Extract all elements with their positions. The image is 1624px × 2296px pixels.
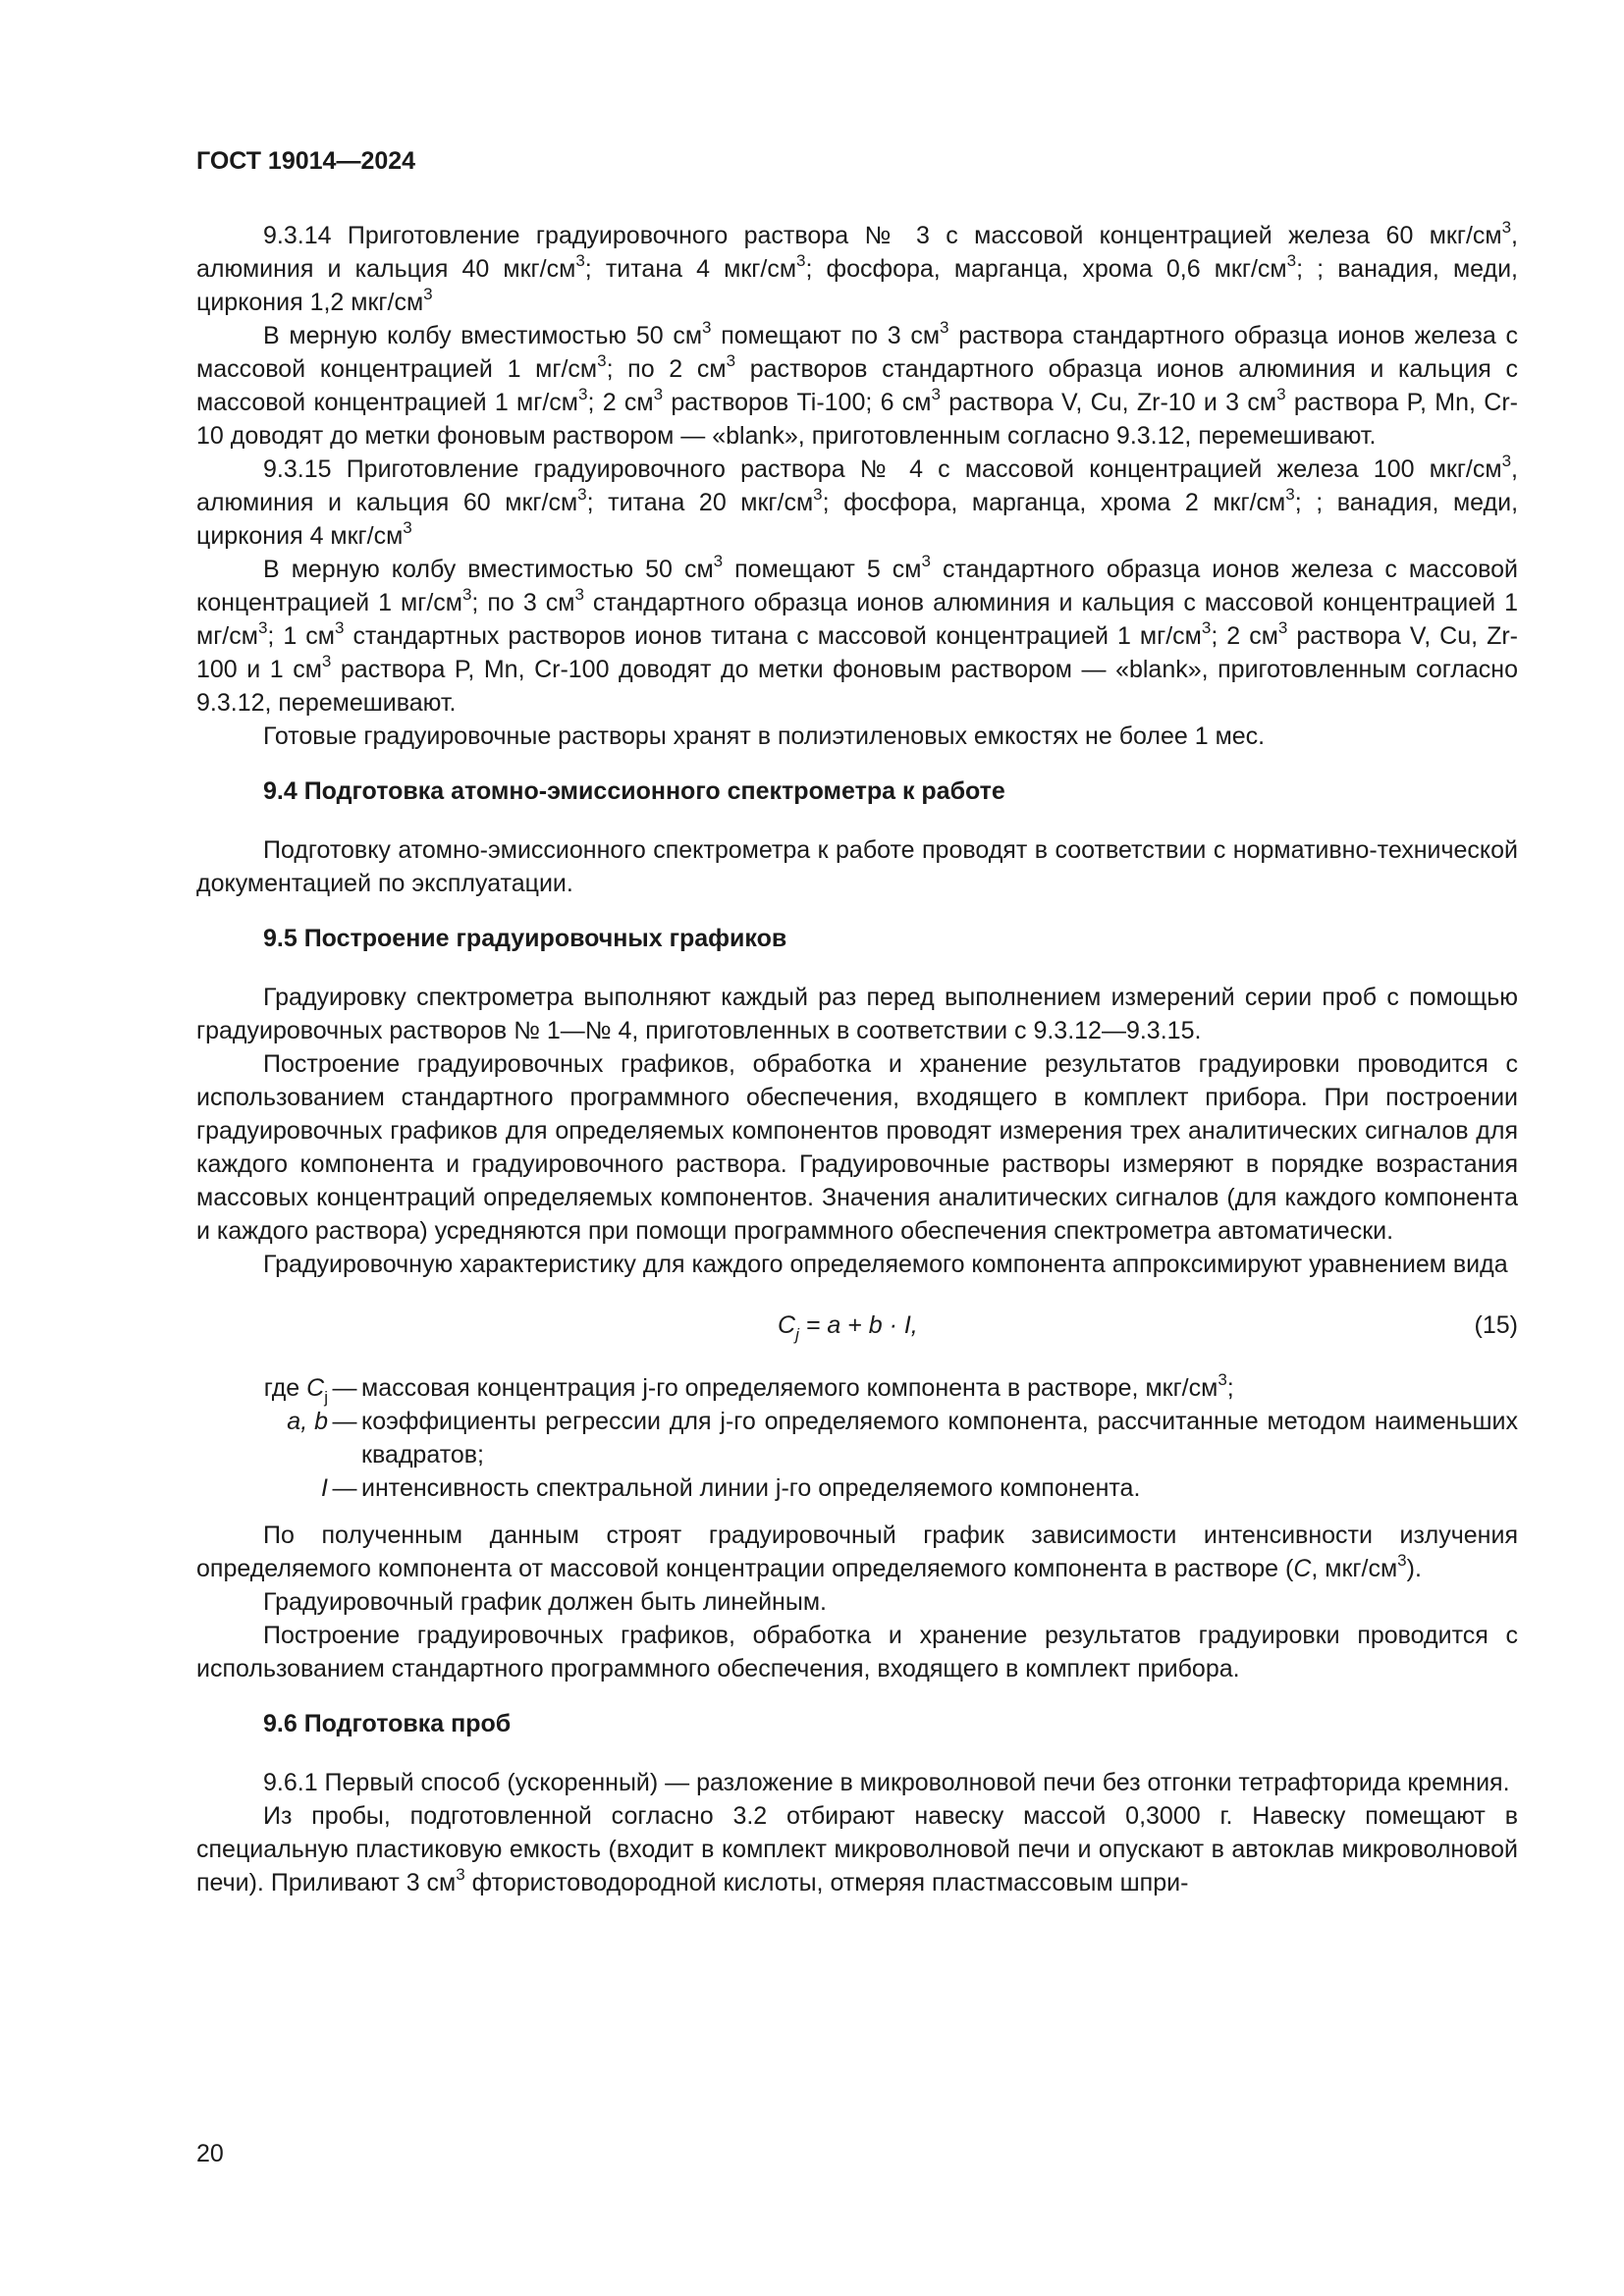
paragraph-sample-weighing: Из пробы, подготовленной согласно 3.2 отбирают навеску массой 0,3000 г. Навеску помещают в специальную пластиковую емкость (входит в комплект микроволновой печи и опускают в автоклав микроволновой печи). Приливают 3 $см^3$ фтористоводородной кислоты, отмеряя пластмассовым шпри- (196, 1802, 1518, 1896)
paragraph-approximation: Градуировочную характеристику для каждого определяемого компонента аппроксимируют уравнением вида (263, 1251, 1508, 1278)
paragraph-spectrometer-prep: Подготовку атомно-эмиссионного спектрометра к работе проводят в соответствии с нормативно-технической документацией по эксплуатации. (196, 836, 1518, 897)
paragraph-software: Построение градуировочных графиков, обработка и хранение результатов градуировки проводится с использованием стандартного программного обеспечения, входящего в комплект прибора. (196, 1622, 1518, 1682)
section-heading-9-4: 9.4 Подготовка атомно-эмиссионного спектрометра к работе (263, 777, 1005, 805)
paragraph-storage: Готовые градуировочные растворы хранят в полиэтиленовых емкостях не более 1 мес. (263, 722, 1266, 750)
paragraph-graph-build: По полученным данным строят градуировочный график зависимости интенсивности излучения определяемого компонента от массовой концентрации определяемого компонента в растворе (C, мкг/$см^3$). (196, 1522, 1518, 1582)
paragraph-9-3-14: 9.3.14 Приготовление градуировочного раствора № 3 с массовой концентрацией железа 60 мкг/$см^3$, алюминия и кальция 40 мкг/$см^3$; титана 4 мкг/$см^3$; фосфора, марганца, хрома 0,6 мкг/$см^3$; ; ванадия, меди, циркония 1,2 мкг/$см^3$ (196, 218, 1518, 316)
formula-15 (196, 1308, 1518, 1342)
legend-row-i: I — интенсивность спектральной линии j-го определяемого компонента. (321, 1474, 1141, 1502)
paragraph-solution-4-prep: В мерную колбу вместимостью 50 $см^3$ помещают 5 $см^3$ стандартного образца ионов железа с массовой концентрацией 1 $мг/см^3$; по 3 $см^3$ стандартного образца ионов алюминия и кальция с массовой концентрацией 1 $мг/см^3$; 1 $см^3$ стандартных растворов ионов титана с массовой концентрацией 1 $мг/см^3$; 2 $см^3$ раствора V, Cu, Zr-100 и 1 $см^3$ раствора P, Mn, Cr-100 доводят до метки фоновым раствором — «blank», приготовленным согласно 9.3.12, перемешивают. (196, 552, 1519, 717)
page-number: 20 (196, 2140, 224, 2167)
document-title: ГОСТ 19014—2024 (196, 147, 416, 175)
paragraph-9-6-1: 9.6.1 Первый способ (ускоренный) — разложение в микроволновой печи без отгонки тетрафторида кремния. (263, 1769, 1510, 1796)
paragraph-linear: Градуировочный график должен быть линейным. (263, 1588, 827, 1616)
legend-row-ab: a, b — коэффициенты регрессии для j-го определяемого компонента, рассчитанные методом наименьших квадратов; (287, 1408, 1518, 1468)
paragraph-calibration-process: Построение градуировочных графиков, обработка и хранение результатов градуировки проводится с использованием стандартного программного обеспечения, входящего в комплект прибора. При построении градуировочных графиков для определяемых компонентов проводят измерения трех аналитических сигналов для каждого компонента и градуировочного раствора. Градуировочные растворы измеряют в порядке возрастания массовых концентраций определяемых компонентов. Значения аналитических сигналов (для каждого компонента и каждого раствора) усредняются при помощи программного обеспечения спектрометра автоматически. (196, 1050, 1518, 1245)
formula-number: (15) (1474, 1311, 1518, 1339)
legend-row-cj: где $C_j$ — массовая концентрация j-го определяемого компонента в растворе, мкг/$см^3$; (263, 1370, 1234, 1407)
paragraph-9-3-15: 9.3.15 Приготовление градуировочного раствора № 4 с массовой концентрацией железа 100 мкг/$см^3$, алюминия и кальция 60 мкг/$см^3$; титана 20 мкг/$см^3$; фосфора, марганца, хрома 2 мкг/$см^3$; ; ванадия, меди, циркония 4 мкг/$см^3$ (196, 452, 1519, 550)
formula-legend (196, 1371, 1518, 1505)
section-heading-9-6: 9.6 Подготовка проб (263, 1710, 512, 1737)
formula-expression: $C_j = a + b \cdot I$, (778, 1311, 918, 1344)
section-heading-9-5: 9.5 Построение градуировочных графиков (263, 925, 787, 952)
paragraph-calibration-intro: Градуировку спектрометра выполняют каждый раз перед выполнением измерений серии проб с помощью градуировочных растворов № 1—№ 4, приготовленных в соответствии с 9.3.12—9.3.15. (196, 984, 1518, 1044)
paragraph-solution-3-prep: В мерную колбу вместимостью 50 $см^3$ помещают по 3 $см^3$ раствора стандартного образца ионов железа с массовой концентрацией 1 $мг/см^3$; по 2 $см^3$ растворов стандартного образца ионов алюминия и кальция с массовой концентрацией 1 $мг/см^3$; 2 $см^3$ растворов Ti-100; 6 $см^3$ раствора V, Cu, Zr-10 и 3 $см^3$ раствора P, Mn, Cr-10 доводят до метки фоновым раствором — «blank», приготовленным согласно 9.3.12, перемешивают. (196, 318, 1518, 450)
document-page (196, 147, 1518, 1899)
